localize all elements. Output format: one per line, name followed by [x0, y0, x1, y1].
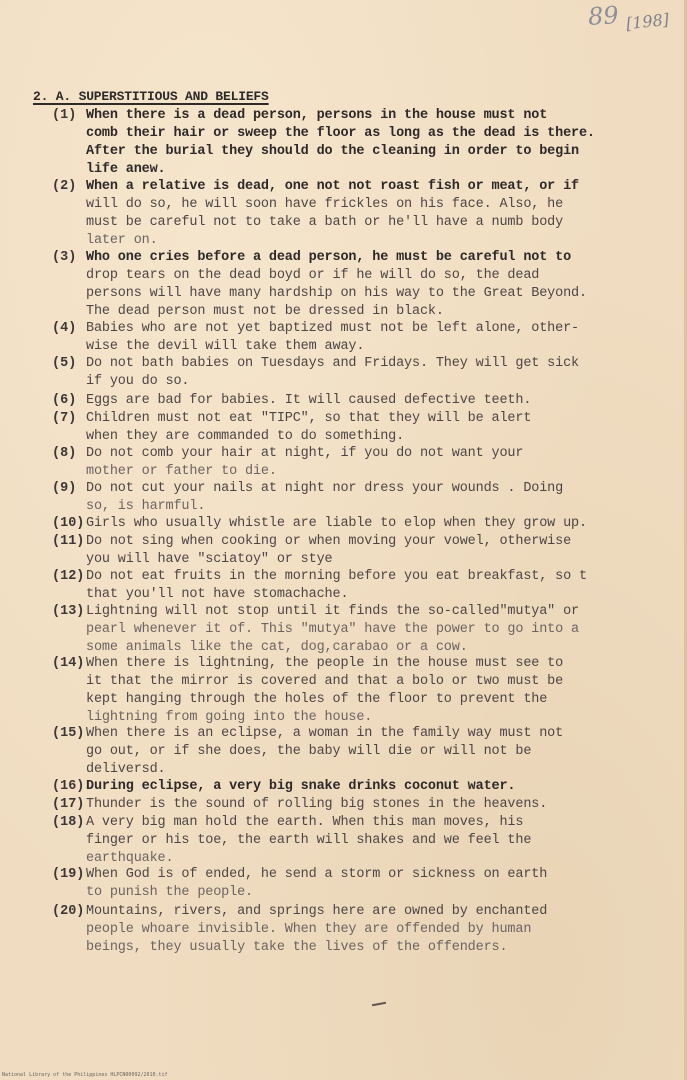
item-line: kept hanging through the holes of the floor to prevent the [86, 692, 548, 707]
item-number: (10) [52, 516, 85, 531]
item-line: drop tears on the dead boyd or if he will do so, the dead [86, 268, 540, 283]
item-line: so, is harmful. [86, 499, 206, 514]
item-number: (9) [52, 481, 77, 496]
item-line: During eclipse, a very big snake drinks coconut water. [86, 779, 516, 794]
item-line: to punish the people. [86, 885, 253, 900]
item-line: will do so, he will soon have frickles on his face. Also, he [86, 197, 564, 212]
item-number: (5) [52, 356, 77, 371]
item-number: (20) [52, 904, 85, 919]
stray-mark [372, 1002, 386, 1006]
item-line: go out, or if she does, the baby will die or will not be [86, 744, 532, 759]
item-line: When a relative is dead, one not not roast fish or meat, or if [86, 179, 579, 194]
item-line: When God is of ended, he send a storm or sickness on earth [86, 867, 548, 882]
item-line: Girls who usually whistle are liable to elop when they grow up. [86, 516, 587, 531]
item-line: Do not cut your nails at night nor dress your wounds . Doing [86, 481, 564, 496]
item-line: persons will have many hardship on his way to the Great Beyond. [86, 286, 587, 301]
item-number: (13) [52, 604, 85, 619]
item-line: that you'll not have stomachache. [86, 587, 349, 602]
item-line: When there is an eclipse, a woman in the family way must not [86, 726, 564, 741]
item-number: (6) [52, 393, 77, 408]
item-line: Do not comb your hair at night, if you do not want your [86, 446, 524, 461]
item-number: (3) [52, 250, 77, 265]
item-line: When there is lightning, the people in the house must see to [86, 656, 564, 671]
archive-footer: National Library of the Philippines HLPCN00092/2010.tif [2, 1072, 168, 1078]
item-line: Do not bath babies on Tuesdays and Fridays. They will get sick [86, 356, 579, 371]
item-line: Children must not eat "TIPC", so that they will be alert [86, 411, 532, 426]
item-line: some animals like the cat, dog,carabao or a cow. [86, 640, 468, 655]
item-line: Do not eat fruits in the morning before you eat breakfast, so t [86, 569, 587, 584]
item-line: The dead person must not be dressed in black. [86, 304, 444, 319]
item-line: Lightning will not stop until it finds the so-called"mutya" or [86, 604, 579, 619]
item-line: if you do so. [86, 374, 190, 389]
item-number: (14) [52, 656, 85, 671]
item-number: (2) [52, 179, 77, 194]
item-line: must be careful not to take a bath or he'll have a numb body [86, 215, 564, 230]
item-line: you will have "sciatoy" or stye [86, 552, 333, 567]
item-line: wise the devil will take them away. [86, 339, 365, 354]
item-line: Do not sing when cooking or when moving your vowel, otherwise [86, 534, 572, 549]
item-line: it that the mirror is covered and that a bolo or two must be [86, 674, 564, 689]
item-line: Eggs are bad for babies. It will caused defective teeth. [86, 393, 532, 408]
item-number: (17) [52, 797, 85, 812]
item-line: people whoare invisible. When they are offended by human [86, 922, 532, 937]
item-line: later on. [86, 233, 158, 248]
item-line: finger or his toe, the earth will shakes and we feel the [86, 833, 532, 848]
item-number: (11) [52, 534, 85, 549]
item-line: mother or father to die. [86, 464, 277, 479]
handwritten-page-number: 89 [587, 0, 620, 32]
item-number: (19) [52, 867, 85, 882]
item-line: When there is a dead person, persons in the house must not [86, 108, 548, 123]
item-line: pearl whenever it of. This "mutya" have the power to go into a [86, 622, 579, 637]
item-number: (15) [52, 726, 85, 741]
handwritten-reference-number: [198] [625, 9, 670, 34]
item-line: comb their hair or sweep the floor as long as the dead is there. [86, 126, 595, 141]
item-line: Thunder is the sound of rolling big stones in the heavens. [86, 797, 548, 812]
item-line: A very big man hold the earth. When this man moves, his [86, 815, 524, 830]
item-line: After the burial they should do the cleaning in order to begin [86, 144, 579, 159]
item-line: deliversd. [86, 762, 166, 777]
item-number: (18) [52, 815, 85, 830]
item-line: life anew. [86, 162, 166, 177]
item-line: Who one cries before a dead person, he must be careful not to [86, 250, 572, 265]
item-number: (12) [52, 569, 85, 584]
item-number: (8) [52, 446, 77, 461]
section-heading: 2. A. SUPERSTITIOUS AND BELIEFS [33, 89, 269, 104]
item-line: Mountains, rivers, and springs here are owned by enchanted [86, 904, 548, 919]
item-number: (1) [52, 108, 77, 123]
item-line: beings, they usually take the lives of the offenders. [86, 940, 508, 955]
item-line: when they are commanded to do something. [86, 429, 405, 444]
item-line: Babies who are not yet baptized must not be left alone, other- [86, 321, 579, 336]
item-number: (4) [52, 321, 77, 336]
item-line: earthquake. [86, 851, 174, 866]
item-number: (7) [52, 411, 77, 426]
item-number: (16) [52, 779, 85, 794]
item-line: lightning from going into the house. [86, 710, 373, 725]
